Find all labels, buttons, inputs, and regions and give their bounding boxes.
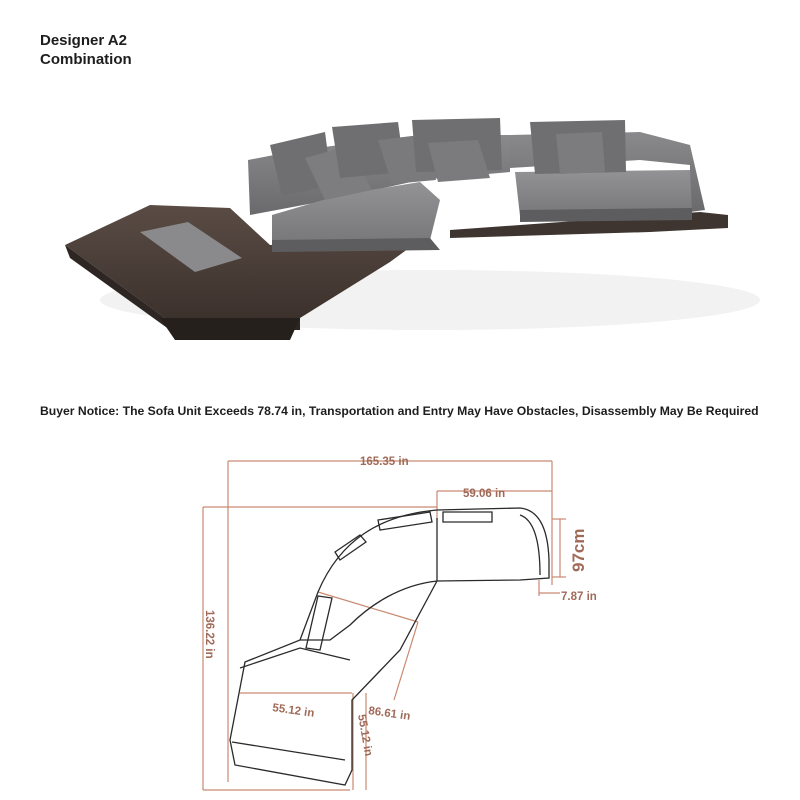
dim-platform-depth: 55.12 in xyxy=(355,713,375,758)
dim-overall-width: 165.35 in xyxy=(360,456,409,468)
sofa-outline xyxy=(230,508,549,785)
product-title-line1: Designer A2 xyxy=(40,32,127,49)
dim-platform-width: 55.12 in xyxy=(271,702,316,720)
dim-overall-depth: 136.22 in xyxy=(203,610,215,659)
dim-height: 97cm xyxy=(569,528,588,572)
dimension-diagram xyxy=(0,440,800,800)
dimension-lines xyxy=(203,461,566,790)
dim-base-offset: 7.87 in xyxy=(561,591,597,603)
buyer-notice: Buyer Notice: The Sofa Unit Exceeds 78.74 in, Transportation and Entry May Have Obstacles, Disassembly May Be Required xyxy=(40,404,759,418)
dim-curve-module-length: 86.61 in xyxy=(367,705,412,723)
product-title-line2: Combination xyxy=(40,51,132,68)
product-title xyxy=(40,31,132,69)
sofa-product-image xyxy=(0,95,800,355)
dim-right-module-width: 59.06 in xyxy=(463,488,506,500)
